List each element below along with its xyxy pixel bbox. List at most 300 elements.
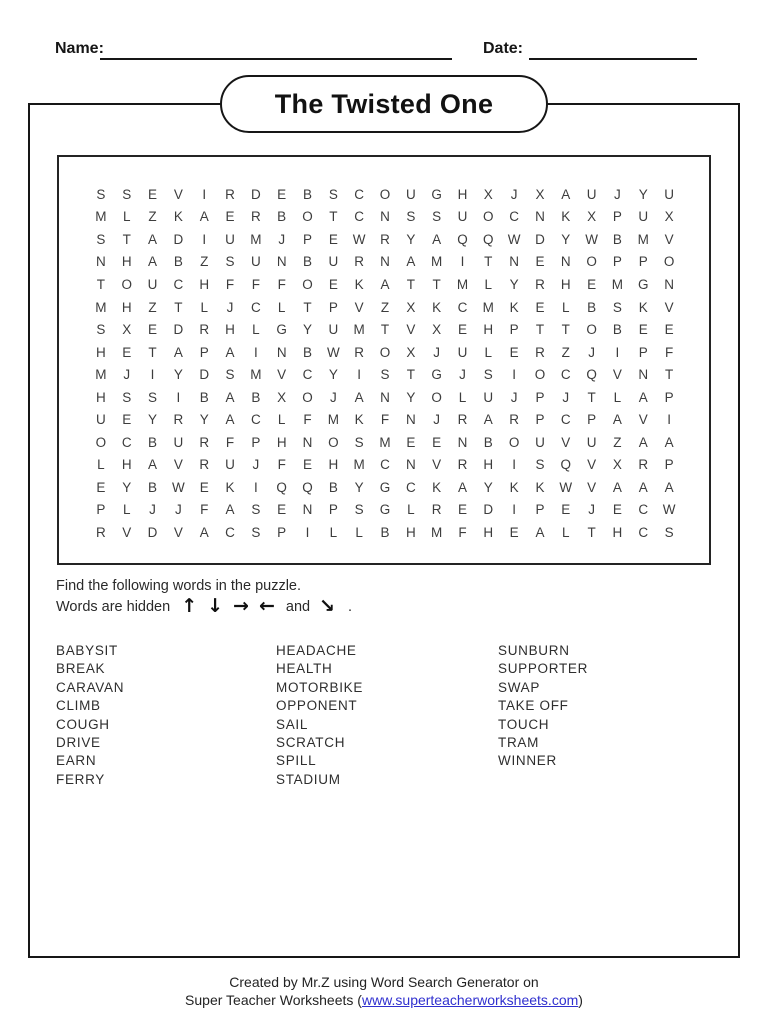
grid-cell: X	[432, 322, 442, 338]
grid-cell: E	[96, 479, 106, 495]
grid-cell: S	[664, 524, 674, 540]
grid-cell: B	[148, 479, 158, 495]
grid-cell: A	[225, 389, 235, 405]
grid-cell: S	[251, 502, 261, 518]
grid-cell: E	[664, 322, 674, 338]
word-list-item: SUPPORTER	[498, 661, 589, 677]
word-list-item: HEADACHE	[276, 643, 357, 658]
letter-grid	[88, 183, 682, 544]
grid-cell: H	[225, 322, 235, 338]
date-blank-line	[529, 58, 697, 60]
grid-cell: G	[276, 322, 287, 338]
grid-cell: O	[379, 344, 391, 360]
grid-cell: E	[535, 299, 545, 315]
grid-cell: U	[535, 434, 545, 450]
grid-cell: X	[664, 209, 674, 225]
grid-cell: M	[353, 457, 365, 473]
grid-cell: T	[432, 276, 441, 292]
grid-cell: O	[302, 276, 313, 292]
grid-cell: H	[199, 276, 210, 292]
grid-cell: L	[562, 299, 570, 315]
grid-cell: B	[251, 389, 261, 405]
grid-cell: P	[277, 524, 287, 540]
grid-cell: U	[586, 434, 597, 450]
grid-cell: R	[354, 344, 365, 360]
word-list-item: STADIUM	[276, 771, 341, 787]
page-title: The Twisted One	[274, 88, 494, 119]
grid-cell: T	[96, 276, 106, 292]
grid-cell: M	[95, 299, 107, 315]
grid-cell: V	[122, 524, 132, 540]
and-word: and	[285, 598, 311, 615]
grid-cell: L	[277, 299, 286, 315]
grid-cell: L	[122, 502, 131, 518]
grid-cell: O	[483, 209, 494, 225]
word-list-item: TAKE OFF	[498, 698, 569, 714]
grid-cell: I	[253, 479, 258, 495]
grid-cell: L	[484, 276, 493, 292]
footer-line2-before-link: Super Teacher Worksheets (	[185, 992, 362, 1008]
grid-cell: O	[302, 209, 313, 225]
grid-cell: B	[277, 209, 287, 225]
grid-cell: A	[225, 412, 235, 428]
grid-cell: U	[405, 186, 416, 202]
instructions-period: .	[348, 598, 353, 615]
grid-cell: F	[251, 276, 260, 292]
grid-cell: B	[148, 434, 158, 450]
grid-cell: U	[483, 389, 494, 405]
grid-cell: E	[561, 502, 571, 518]
grid-cell: Q	[560, 457, 572, 473]
grid-cell: K	[509, 479, 519, 495]
name-blank-line	[100, 58, 452, 60]
grid-cell: P	[96, 502, 106, 518]
grid-cell: G	[379, 479, 391, 495]
grid-cell: J	[433, 412, 441, 428]
grid-cell: F	[225, 276, 235, 292]
grid-cell: I	[615, 344, 620, 360]
grid-cell: V	[173, 524, 183, 540]
grid-cell: V	[664, 231, 674, 247]
grid-cell: U	[457, 344, 468, 360]
grid-cell: R	[199, 434, 210, 450]
grid-cell: I	[202, 186, 207, 202]
grid-cell: T	[406, 276, 415, 292]
direction-arrows	[176, 597, 280, 616]
grid-cell: P	[612, 254, 622, 270]
grid-cell: S	[122, 186, 132, 202]
grid-cell: F	[200, 502, 209, 518]
grid-cell: E	[277, 502, 287, 518]
grid-cell: X	[587, 209, 597, 225]
grid-cell: M	[95, 209, 107, 225]
grid-cell: S	[96, 186, 106, 202]
grid-cell: B	[587, 299, 597, 315]
title-box	[220, 75, 548, 133]
grid-cell: X	[406, 344, 416, 360]
grid-cell: T	[664, 367, 674, 383]
grid-cell: E	[432, 434, 442, 450]
grid-cell: A	[225, 344, 235, 360]
grid-cell: E	[148, 322, 158, 338]
grid-cell: C	[509, 209, 519, 225]
grid-cell: E	[328, 231, 338, 247]
grid-cell: I	[460, 254, 465, 270]
grid-cell: E	[457, 502, 467, 518]
grid-cell: P	[638, 344, 648, 360]
grid-cell: V	[354, 299, 364, 315]
grid-cell: V	[277, 367, 287, 383]
word-list-item: OPPONENT	[276, 698, 358, 714]
grid-cell: X	[277, 389, 287, 405]
grid-cell: R	[199, 322, 210, 338]
grid-cell: P	[638, 254, 648, 270]
grid-cell: N	[535, 209, 545, 225]
grid-cell: K	[225, 479, 235, 495]
grid-cell: J	[433, 344, 441, 360]
grid-cell: J	[329, 389, 337, 405]
footer-line2-after-link: )	[578, 992, 583, 1008]
grid-cell: I	[512, 502, 516, 518]
grid-cell: C	[354, 209, 365, 225]
grid-cell: A	[406, 254, 416, 270]
grid-cell: I	[150, 367, 155, 383]
grid-cell: U	[328, 322, 339, 338]
word-list-item: FERRY	[56, 771, 106, 787]
grid-cell: S	[354, 434, 364, 450]
grid-cell: T	[122, 231, 131, 247]
word-list-item: SPILL	[276, 753, 317, 769]
grid-cell: I	[253, 344, 258, 360]
grid-cell: O	[302, 389, 313, 405]
grid-cell: S	[483, 367, 493, 383]
grid-cell: H	[612, 524, 623, 540]
grid-cell: B	[303, 344, 313, 360]
grid-cell: T	[380, 322, 390, 338]
grid-cell: E	[122, 344, 132, 360]
grid-cell: K	[509, 299, 519, 315]
grid-cell: L	[277, 412, 286, 428]
grid-cell: W	[352, 231, 366, 247]
grid-cell: E	[457, 322, 467, 338]
grid-cell: P	[664, 389, 674, 405]
grid-cell: R	[431, 502, 442, 518]
footer-line1: Created by Mr.Z using Word Search Generator on	[229, 974, 539, 990]
grid-cell: S	[251, 524, 261, 540]
grid-cell: U	[638, 209, 649, 225]
grid-cell: T	[484, 254, 493, 270]
grid-cell: C	[380, 457, 390, 473]
grid-cell: V	[612, 367, 622, 383]
grid-cell: N	[509, 254, 519, 270]
grid-cell: L	[407, 502, 415, 518]
grid-cell: F	[277, 276, 286, 292]
word-list-item: SUNBURN	[498, 643, 570, 658]
grid-cell: H	[96, 344, 106, 360]
grid-cell: Y	[483, 479, 493, 495]
grid-cell: E	[509, 524, 519, 540]
grid-cell: A	[457, 479, 467, 495]
grid-cell: V	[587, 479, 597, 495]
grid-cell: Q	[302, 479, 313, 495]
grid-cell: D	[250, 186, 261, 202]
grid-cell: A	[199, 524, 209, 540]
grid-cell: V	[561, 434, 571, 450]
word-list	[56, 642, 588, 789]
grid-cell: P	[509, 322, 519, 338]
instructions-line2-prefix: Words are hidden	[56, 598, 171, 615]
grid-cell: K	[173, 209, 183, 225]
grid-cell: U	[173, 434, 184, 450]
grid-cell: U	[225, 457, 235, 473]
grid-cell: J	[226, 299, 234, 315]
grid-cell: C	[457, 299, 468, 315]
grid-cell: X	[406, 299, 416, 315]
grid-cell: M	[637, 231, 649, 247]
grid-cell: I	[667, 412, 671, 428]
diagonal-arrow-icon: ↘	[319, 595, 335, 617]
grid-cell: W	[326, 344, 340, 360]
word-list-column-2	[276, 642, 498, 789]
grid-cell: E	[122, 412, 132, 428]
word-list-item: CLIMB	[56, 698, 101, 714]
grid-cell: T	[148, 344, 157, 360]
grid-cell: M	[250, 367, 262, 383]
grid-cell: H	[121, 457, 132, 473]
grid-cell: U	[225, 231, 235, 247]
grid-cell: Y	[173, 367, 183, 383]
grid-cell: F	[458, 524, 467, 540]
grid-cell: S	[225, 367, 235, 383]
grid-cell: T	[561, 322, 570, 338]
grid-cell: J	[510, 389, 518, 405]
grid-cell: R	[354, 254, 365, 270]
grid-cell: T	[406, 367, 415, 383]
grid-cell: A	[148, 231, 158, 247]
grid-cell: B	[303, 186, 313, 202]
grid-cell: S	[406, 209, 416, 225]
word-list-item: TOUCH	[498, 716, 550, 732]
grid-cell: P	[328, 299, 338, 315]
grid-cell: K	[432, 479, 442, 495]
grid-cell: Y	[561, 231, 571, 247]
grid-cell: W	[585, 231, 598, 247]
grid-cell: A	[664, 479, 674, 495]
grid-cell: A	[612, 479, 622, 495]
grid-cell: B	[483, 434, 493, 450]
grid-cell: D	[483, 502, 494, 518]
grid-cell: C	[225, 524, 235, 540]
grid-cell: Q	[457, 231, 468, 247]
grid-cell: J	[588, 502, 595, 518]
grid-cell: X	[483, 186, 493, 202]
grid-cell: E	[638, 322, 648, 338]
grid-cell: S	[122, 389, 132, 405]
grid-cell: P	[664, 457, 674, 473]
grid-cell: E	[612, 502, 622, 518]
grid-cell: B	[173, 254, 183, 270]
grid-cell: I	[202, 231, 207, 247]
grid-cell: J	[278, 231, 286, 247]
grid-cell: I	[176, 389, 181, 405]
grid-cell: C	[638, 524, 649, 540]
grid-cell: A	[148, 254, 158, 270]
grid-cell: E	[587, 276, 597, 292]
grid-cell: N	[380, 254, 390, 270]
grid-cell: H	[328, 457, 339, 473]
grid-cell: Z	[200, 254, 209, 270]
grid-cell: C	[354, 186, 365, 202]
grid-cell: L	[355, 524, 363, 540]
grid-cell: N	[405, 412, 416, 428]
direction-arrow-icon: ←	[258, 595, 275, 617]
grid-cell: A	[612, 412, 622, 428]
grid-cell: V	[587, 457, 597, 473]
grid-cell: I	[357, 367, 362, 383]
grid-cell: Y	[303, 322, 313, 338]
grid-cell: N	[96, 254, 106, 270]
grid-cell: N	[405, 457, 416, 473]
grid-cell: I	[512, 457, 516, 473]
grid-cell: N	[302, 434, 313, 450]
direction-arrow-icon: ↑	[181, 595, 198, 617]
grid-cell: Z	[613, 434, 622, 450]
grid-cell: C	[638, 502, 649, 518]
grid-cell: O	[586, 322, 597, 338]
grid-cell: O	[508, 434, 520, 450]
grid-cell: U	[457, 209, 468, 225]
grid-cell: C	[560, 367, 571, 383]
grid-cell: R	[199, 457, 210, 473]
grid-cell: L	[329, 524, 338, 540]
grid-cell: A	[432, 231, 442, 247]
word-list-item: CARAVAN	[56, 679, 125, 695]
grid-cell: O	[95, 434, 107, 450]
grid-cell: S	[354, 502, 364, 518]
superteacherworksheets-link[interactable]: www.superteacherworksheets.com	[361, 992, 579, 1008]
date-label: Date:	[483, 40, 524, 57]
grid-cell: P	[612, 209, 622, 225]
grid-cell: R	[457, 457, 468, 473]
grid-cell: N	[457, 434, 468, 450]
grid-cell: O	[663, 254, 675, 270]
grid-cell: H	[483, 524, 494, 540]
word-list-item: SCRATCH	[276, 735, 346, 751]
grid-cell: H	[457, 186, 468, 202]
grid-cell: B	[328, 479, 338, 495]
instructions-line2	[56, 597, 352, 616]
grid-cell: R	[250, 209, 261, 225]
grid-cell: T	[587, 389, 596, 405]
direction-arrow-icon: ↓	[207, 595, 224, 617]
grid-cell: C	[560, 412, 571, 428]
grid-cell: G	[638, 276, 649, 292]
grid-cell: E	[199, 479, 209, 495]
grid-cell: V	[664, 299, 674, 315]
grid-cell: V	[173, 186, 183, 202]
grid-cell: N	[664, 276, 674, 292]
grid-cell: U	[96, 412, 106, 428]
grid-cell: R	[457, 412, 468, 428]
grid-cell: E	[535, 254, 545, 270]
grid-cell: L	[458, 389, 467, 405]
grid-cell: K	[561, 209, 571, 225]
grid-cell: E	[148, 186, 158, 202]
grid-cell: S	[535, 457, 545, 473]
grid-cell: A	[225, 502, 235, 518]
grid-cell: P	[535, 389, 545, 405]
grid-cell: V	[406, 322, 416, 338]
grid-cell: O	[328, 434, 339, 450]
grid-cell: T	[587, 524, 596, 540]
grid-cell: C	[405, 479, 416, 495]
footer	[0, 973, 768, 1009]
grid-cell: R	[509, 412, 519, 428]
grid-cell: Z	[561, 344, 570, 360]
grid-cell: B	[380, 524, 390, 540]
grid-cell: B	[199, 389, 209, 405]
grid-cell: A	[483, 412, 493, 428]
grid-cell: N	[276, 344, 287, 360]
grid-cell: A	[664, 434, 674, 450]
grid-cell: N	[380, 389, 390, 405]
grid-cell: M	[456, 276, 469, 292]
grid-cell: J	[252, 457, 260, 473]
grid-cell: K	[638, 299, 648, 315]
grid-cell: S	[225, 254, 235, 270]
grid-cell: D	[535, 231, 545, 247]
grid-cell: W	[172, 479, 185, 495]
grid-cell: M	[431, 524, 443, 540]
grid-cell: E	[509, 344, 519, 360]
word-list-item: EARN	[56, 753, 97, 769]
grid-cell: J	[123, 367, 131, 383]
grid-cell: H	[560, 276, 571, 292]
grid-cell: S	[612, 299, 622, 315]
grid-cell: A	[173, 344, 183, 360]
grid-cell: F	[380, 412, 390, 428]
grid-cell: C	[121, 434, 132, 450]
grid-cell: K	[354, 412, 364, 428]
grid-cell: A	[199, 209, 209, 225]
grid-cell: O	[379, 186, 391, 202]
grid-cell: N	[380, 209, 390, 225]
grid-cell: C	[250, 412, 261, 428]
instructions	[56, 578, 352, 616]
word-list-item: TRAM	[498, 735, 540, 751]
grid-cell: S	[148, 389, 158, 405]
grid-cell: O	[431, 389, 442, 405]
grid-cell: W	[507, 231, 521, 247]
grid-cell: T	[535, 322, 545, 338]
direction-arrow-icon: →	[233, 595, 249, 617]
grid-cell: M	[353, 322, 365, 338]
grid-cell: N	[560, 254, 571, 270]
grid-cell: T	[303, 299, 312, 315]
grid-cell: R	[638, 457, 649, 473]
grid-cell: J	[459, 367, 466, 383]
grid-cell: O	[121, 276, 132, 292]
grid-cell: Y	[638, 186, 648, 202]
grid-cell: W	[559, 479, 573, 495]
grid-cell: T	[329, 209, 338, 225]
grid-cell: J	[510, 186, 518, 202]
grid-cell: M	[327, 412, 339, 428]
grid-cell: H	[121, 254, 132, 270]
word-list-column-3	[498, 642, 588, 789]
grid-cell: R	[380, 231, 390, 247]
grid-cell: R	[535, 276, 545, 292]
